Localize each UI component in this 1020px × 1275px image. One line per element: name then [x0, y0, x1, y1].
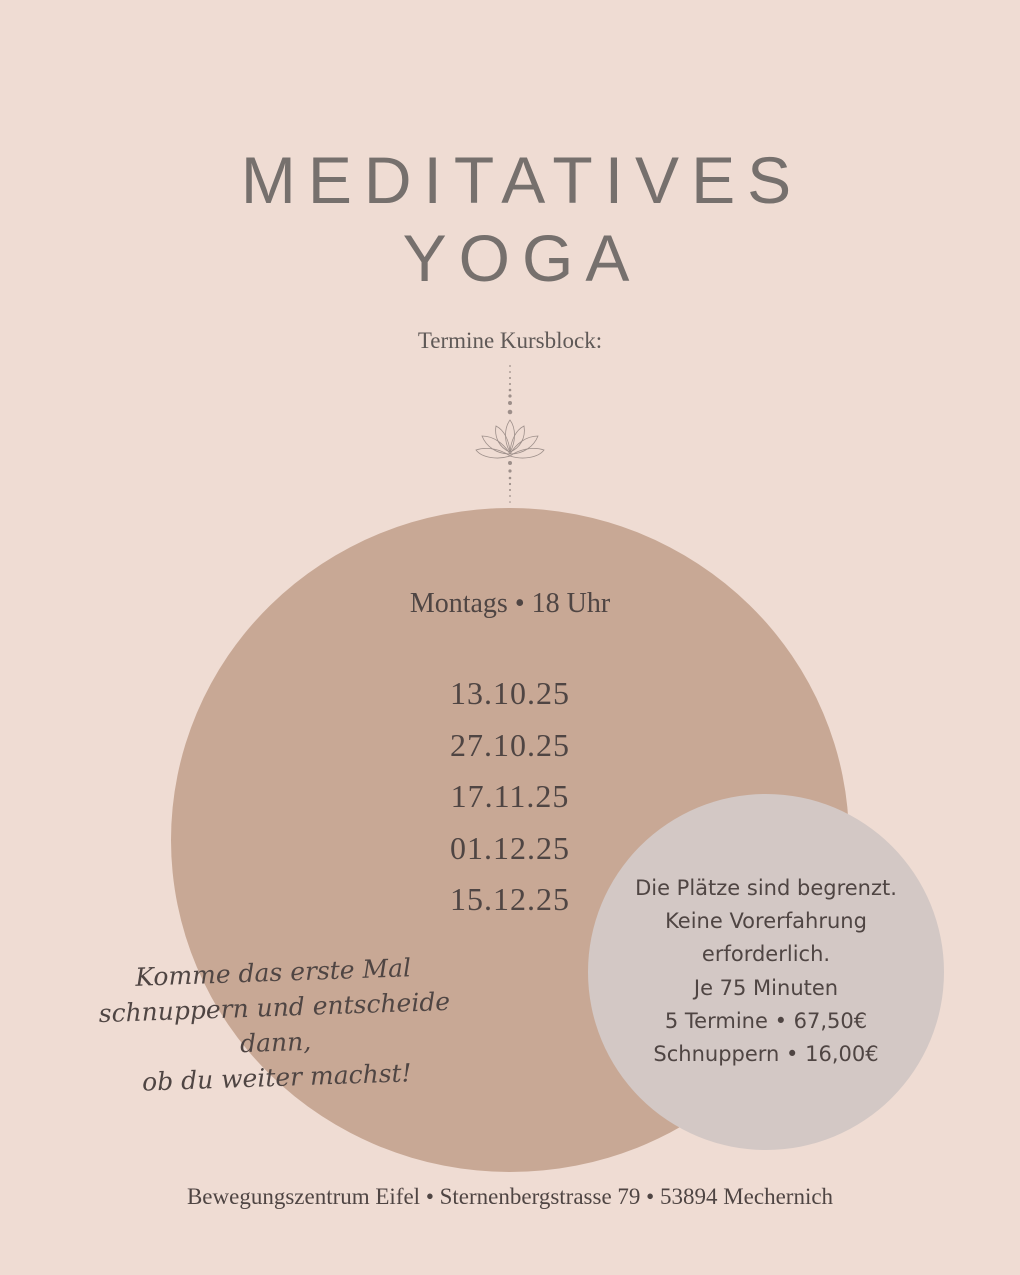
info-line: Schnuppern • 16,00€	[653, 1042, 879, 1067]
info-line: 5 Termine • 67,50€	[664, 1008, 868, 1033]
lotus-icon	[470, 362, 550, 510]
schedule-subtitle: Termine Kursblock:	[417, 328, 603, 353]
title-line-yoga: YOGA	[402, 221, 642, 295]
invitation-text	[58, 948, 493, 1103]
schedule-header: Montags • 18 Uhr	[409, 588, 611, 619]
info-line: Je 75 Minuten	[693, 975, 839, 1000]
info-line: erforderlich.	[701, 942, 831, 967]
info-line: Die Plätze sind begrenzt.	[635, 876, 897, 900]
footer-address: Bewegungszentrum Eifel • Sternenbergstrasse 79 • 53894 Mechernich	[186, 1184, 834, 1209]
date-item: 17.11.25	[450, 778, 570, 814]
date-item: 15.12.25	[450, 881, 570, 917]
info-line: Keine Vorerfahrung	[665, 909, 867, 934]
info-list	[588, 872, 944, 1071]
date-item: 13.10.25	[450, 675, 570, 711]
invitation-line: ob du weiter machst!	[141, 1058, 413, 1097]
invitation-line: Komme das erste Mal	[134, 953, 412, 992]
date-item: 01.12.25	[450, 829, 570, 866]
title-line-meditatives: MEDITATIVES	[240, 143, 804, 217]
invitation-line: schnuppern und entscheide dann,	[98, 986, 451, 1059]
date-item: 27.10.25	[450, 726, 570, 763]
